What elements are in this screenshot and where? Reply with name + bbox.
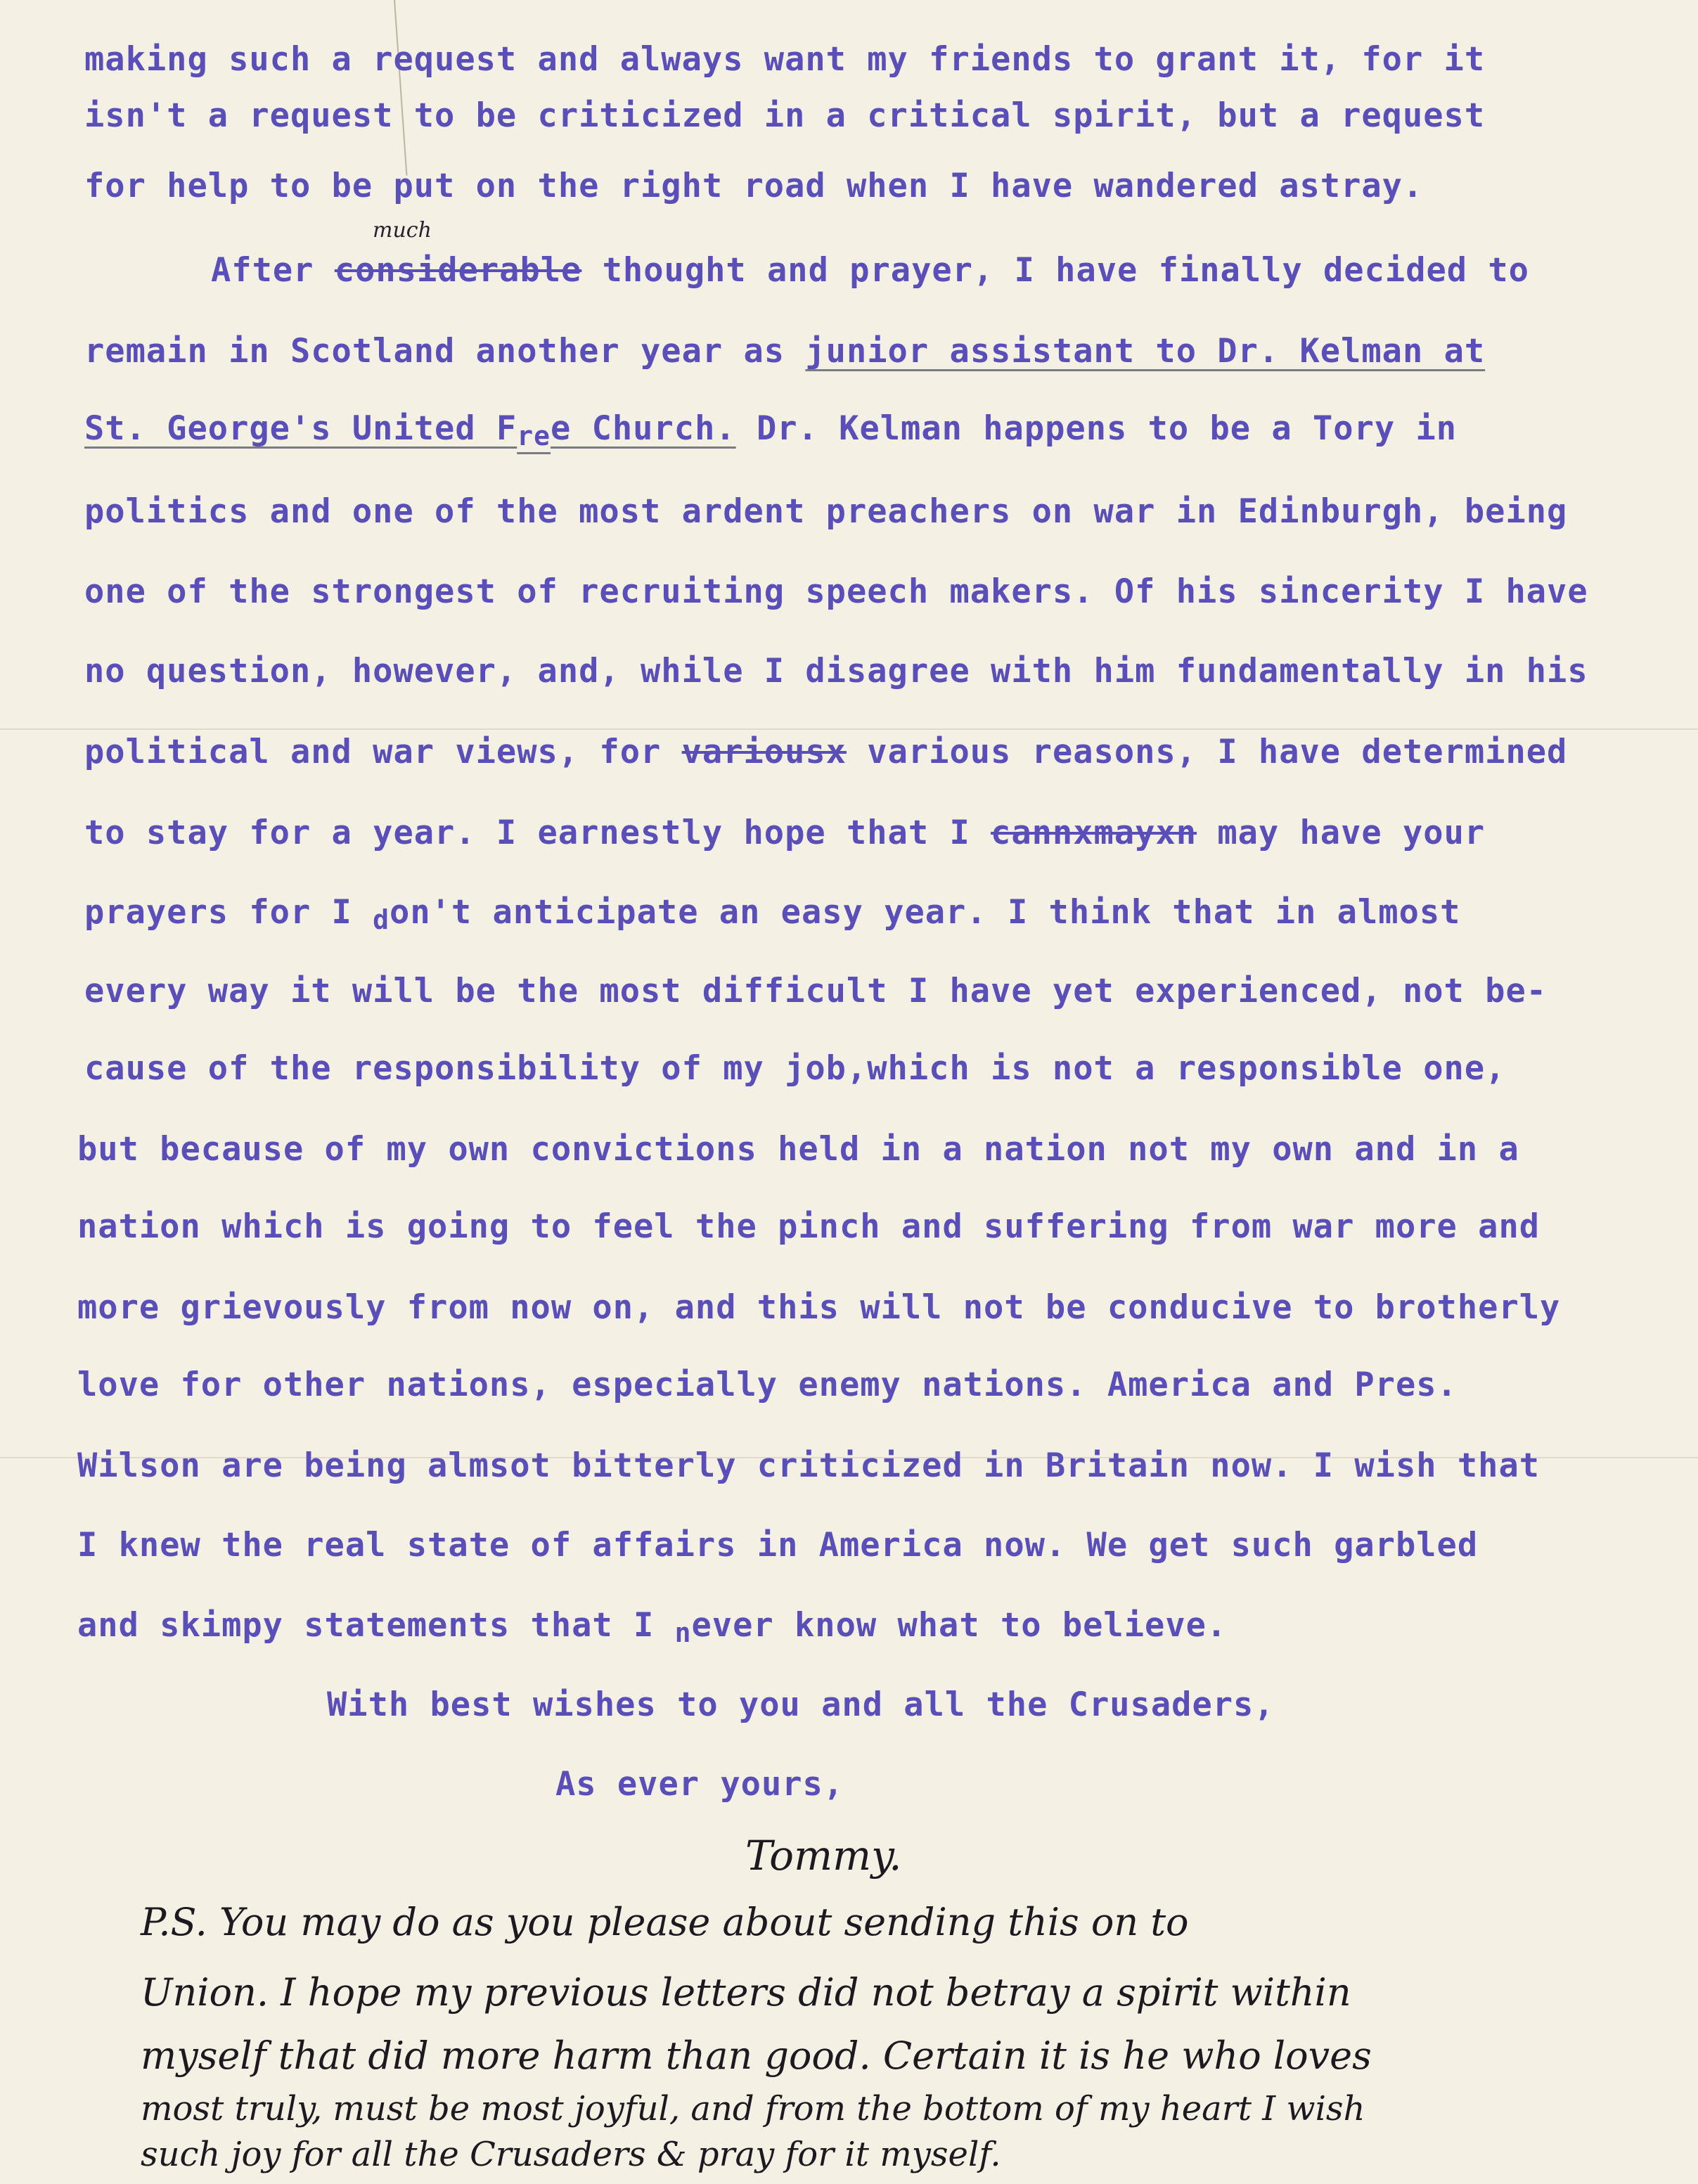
typed-line-8: one of the strongest of recruiting speech makers. Of his sincerity I have — [84, 572, 1588, 611]
typed-line-12 — [84, 892, 1460, 935]
subscript-correction: re — [517, 420, 551, 451]
line-4-lead: After — [211, 251, 314, 290]
postscript-line-1: P.S. You may do as you please about sending this on to — [141, 1900, 1189, 1944]
typed-line-19: Wilson are being almsot bitterly criticized in Britain now. I wish that — [77, 1446, 1541, 1485]
typed-line-4 — [211, 250, 1529, 292]
line-21-sub: n — [674, 1617, 692, 1648]
typed-line-13: every way it will be the most difficult I have yet experienced, not be- — [84, 972, 1548, 1010]
line-21-pre: and skimpy statements that I — [77, 1606, 675, 1645]
typed-line-5 — [84, 330, 1485, 373]
line-10-rest: various reasons, I have determined — [867, 733, 1568, 771]
typed-line-15: but because of my own convictions held in a nation not my own and in a — [77, 1130, 1519, 1169]
typed-line-1: making such a request and always want my friends to grant it, for it — [84, 40, 1486, 79]
line-4-rest: thought and prayer, I have finally decided to — [602, 251, 1529, 290]
struck-typo-1: variousx — [681, 733, 847, 771]
typed-line-21 — [77, 1605, 1227, 1648]
struck-typo-2: cannxmayxn — [991, 814, 1197, 852]
typed-line-7: politics and one of the most ardent preachers on war in Edinburgh, being — [84, 492, 1568, 531]
fold-line-horizontal — [0, 728, 1698, 730]
postscript-line-2: Union. I hope my previous letters did not betray a spirit within — [141, 1970, 1351, 2015]
line-5-pre: remain in Scotland another year as — [84, 332, 785, 371]
underlined-church-a: St. George's United F — [84, 409, 517, 448]
line-6-rest: Dr. Kelman happens to be a Tory in — [735, 409, 1458, 448]
typed-line-18: love for other nations, especially enemy nations. America and Pres. — [77, 1366, 1458, 1404]
valediction: As ever yours, — [555, 1765, 844, 1804]
typed-line-9: no question, however, and, while I disagree with him fundamentally in his — [84, 652, 1588, 690]
typed-line-14: cause of the responsibility of my job,which is not a responsible one, — [84, 1049, 1506, 1088]
signature: Tommy. — [745, 1832, 902, 1880]
line-21-rest: ever know what to believe. — [691, 1606, 1228, 1645]
handwritten-insert: much — [373, 218, 432, 243]
postscript-line-5: such joy for all the Crusaders & pray for it myself. — [141, 2135, 1001, 2174]
line-12-rest: on't anticipate an easy year. I think that in almost — [390, 893, 1461, 932]
typed-line-11 — [84, 812, 1485, 854]
line-12-pre: prayers for I — [84, 893, 373, 932]
fold-line-vertical — [394, 0, 407, 175]
typed-line-17: more grievously from now on, and this will not be conducive to brotherly — [77, 1288, 1561, 1327]
typed-line-2: isn't a request to be criticized in a critical spirit, but a request — [84, 96, 1486, 135]
underlined-position: junior assistant to Dr. Kelman at — [805, 332, 1486, 371]
typed-line-20: I knew the real state of affairs in America now. We get such garbled — [77, 1526, 1479, 1565]
closing-line: With best wishes to you and all the Crusaders, — [327, 1685, 1275, 1724]
postscript-line-4: most truly, must be most joyful, and from the bottom of my heart I wish — [141, 2089, 1365, 2128]
typed-line-16: nation which is going to feel the pinch and suffering from war more and — [77, 1207, 1541, 1246]
line-10-pre: political and war views, for — [84, 733, 662, 771]
underlined-church-b: e Church. — [551, 409, 736, 448]
typed-line-3: for help to be put on the right road when I have wandered astray. — [84, 167, 1424, 205]
line-12-sub: d — [373, 904, 390, 935]
struck-word: considerable — [334, 251, 582, 290]
typed-line-10 — [84, 731, 1567, 773]
typed-line-6 — [84, 408, 1457, 451]
postscript-line-3: myself that did more harm than good. Certain it is he who loves — [141, 2034, 1372, 2078]
line-11-pre: to stay for a year. I earnestly hope that I — [84, 814, 970, 852]
line-11-rest: may have your — [1217, 814, 1486, 852]
